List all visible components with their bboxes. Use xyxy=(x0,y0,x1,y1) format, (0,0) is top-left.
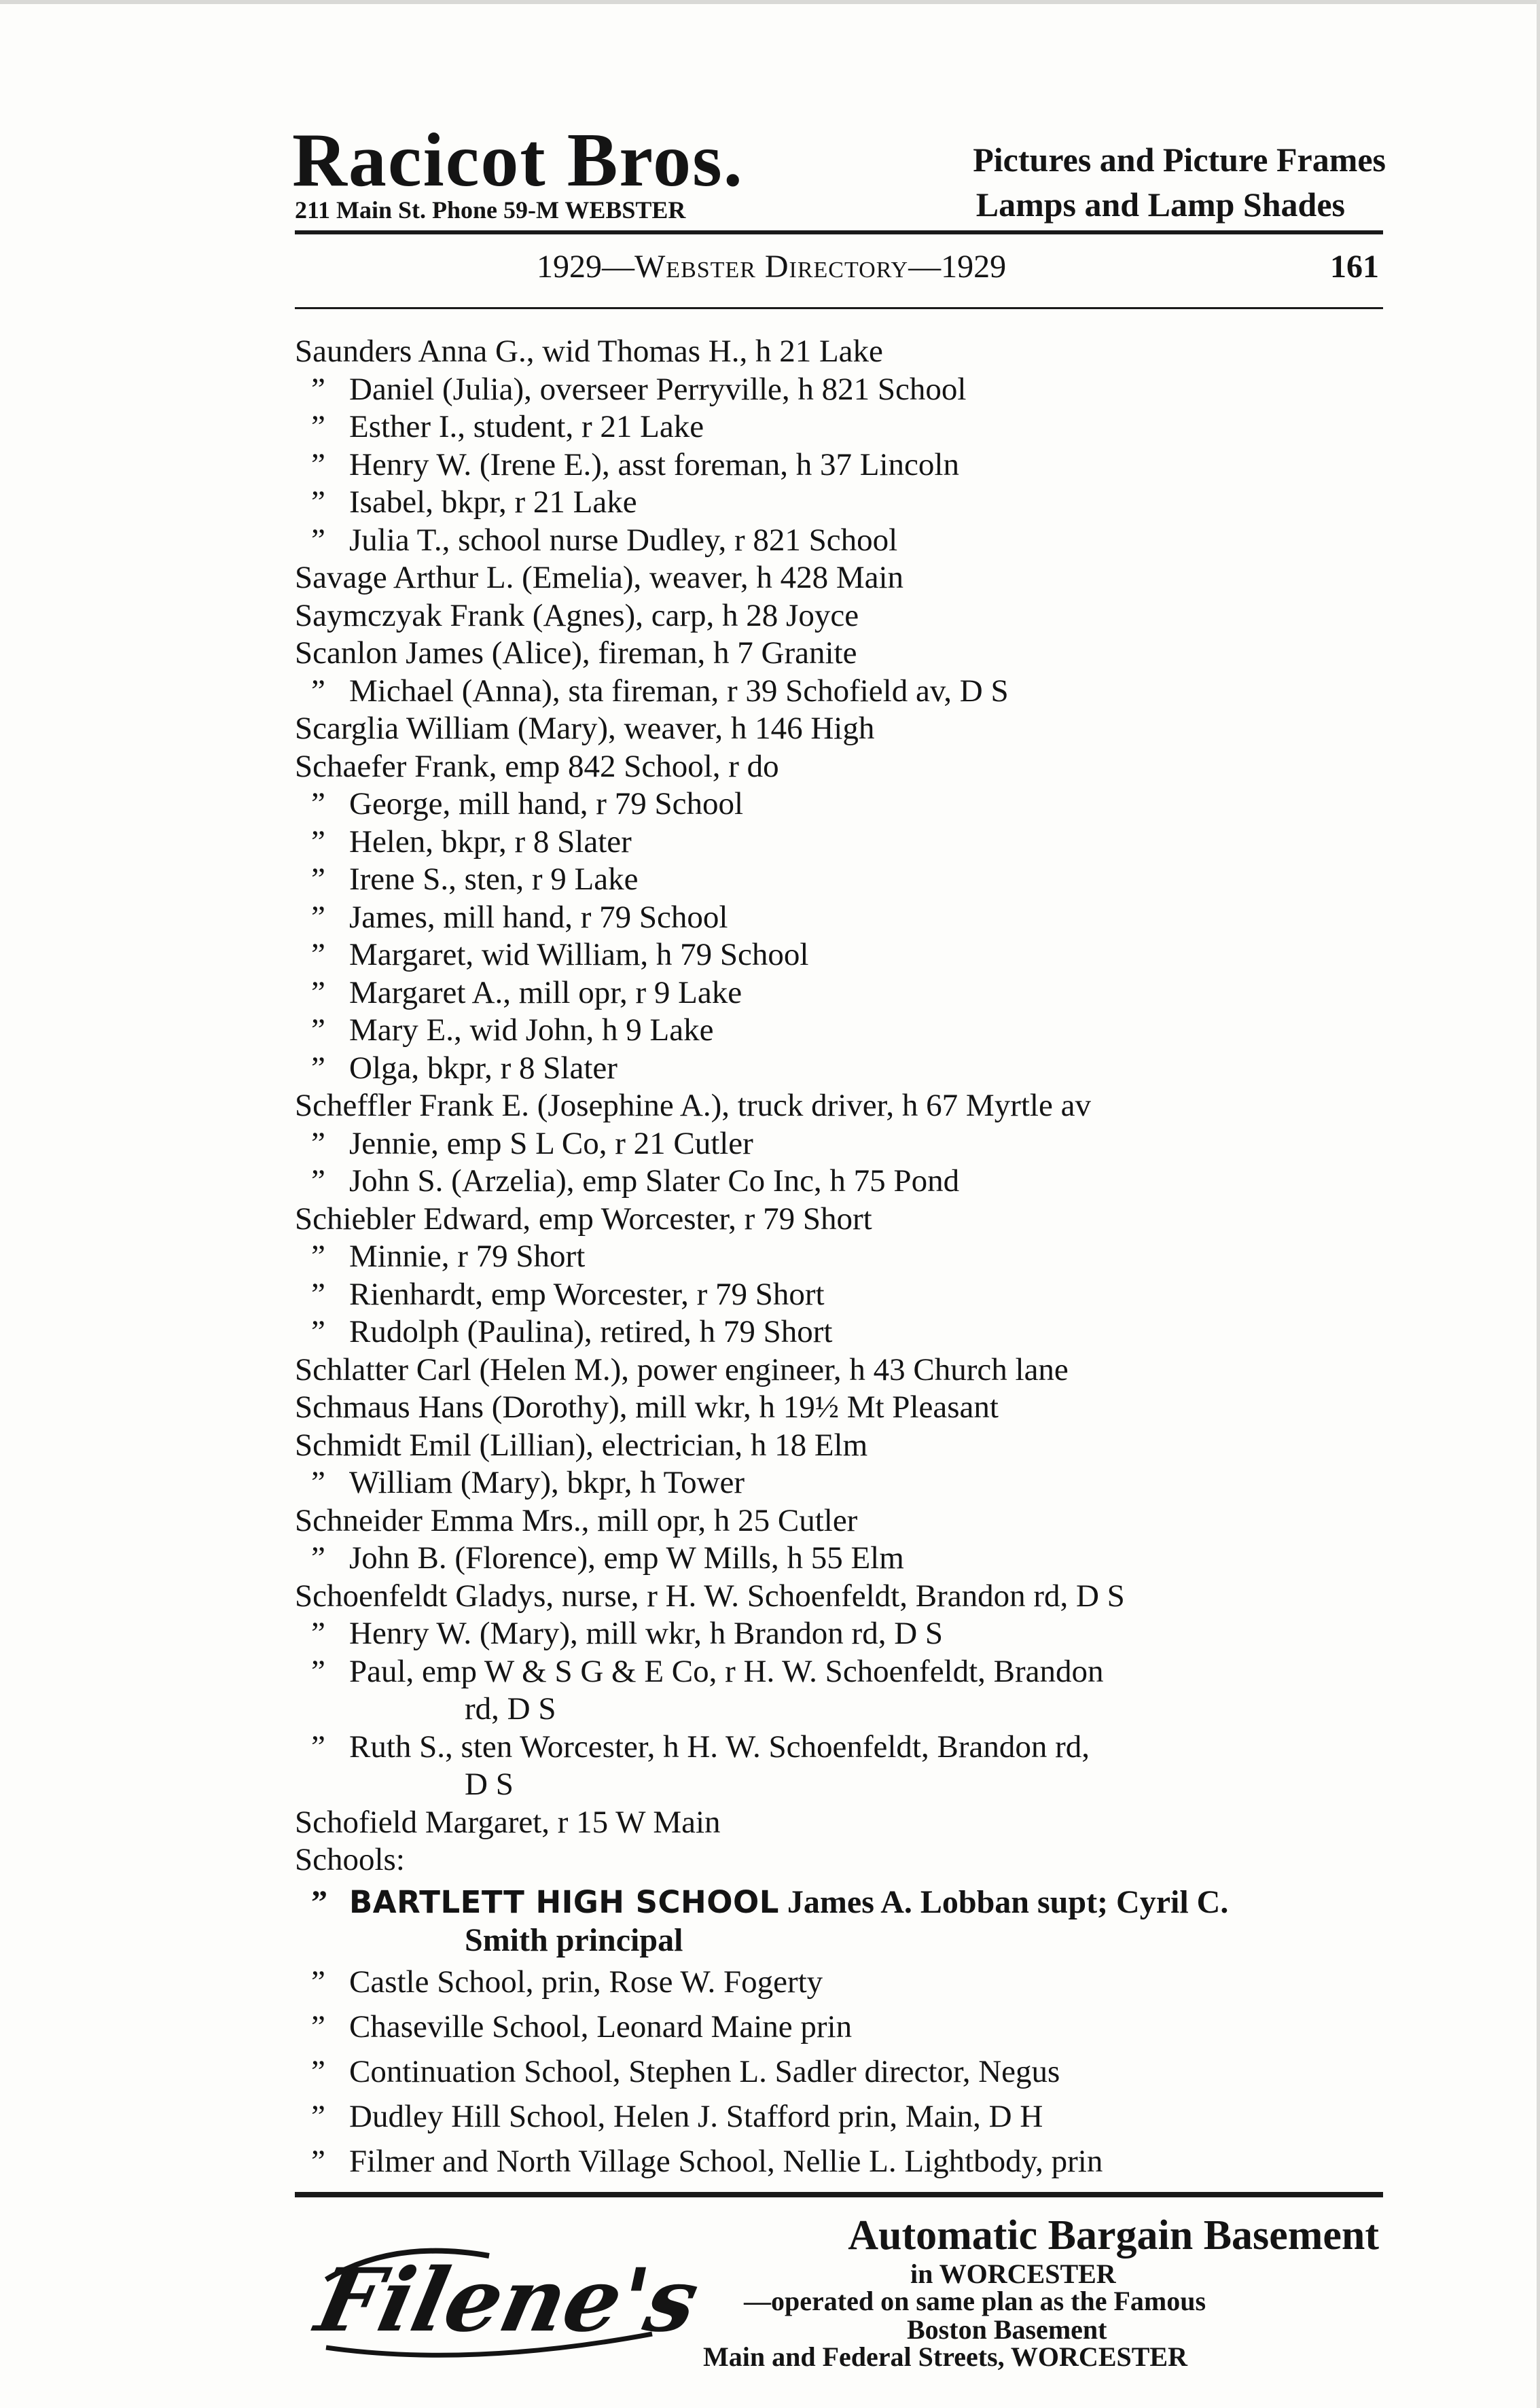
directory-entry: ” Irene S., sten, r 9 Lake xyxy=(295,861,1389,899)
bottom-advertisement xyxy=(299,2205,1386,2388)
directory-entry: ” Castle School, prin, Rose W. Fogerty xyxy=(295,1960,1389,2004)
directory-entry: Schoenfeldt Gladys, nurse, r H. W. Schoenfeldt, Brandon rd, D S xyxy=(295,1578,1125,1614)
ditto-mark: ” xyxy=(311,1276,325,1312)
ditto-mark: ” xyxy=(311,1163,325,1199)
directory-entry: Schmidt Emil (Lillian), electrician, h 18 Elm xyxy=(295,1427,868,1463)
directory-entry: ” Rudolph (Paulina), retired, h 79 Short xyxy=(295,1313,1389,1351)
header-year-left: 1929— xyxy=(537,249,634,285)
filenes-logo xyxy=(308,2232,708,2368)
ad-line-3: Boston Basement xyxy=(907,2314,1107,2345)
ad-line-4: Main and Federal Streets, WORCESTER xyxy=(703,2341,1187,2372)
directory-entry: ” Filmer and North Village School, Nellie L. Lightbody, prin xyxy=(295,2139,1389,2184)
directory-entry: Scarglia William (Mary), weaver, h 146 High xyxy=(295,711,875,746)
page-number: 161 xyxy=(1330,249,1379,285)
directory-entry: ” Margaret A., mill opr, r 9 Lake xyxy=(295,974,1389,1012)
ditto-mark: ” xyxy=(311,1012,325,1048)
directory-entry: ” Esther I., student, r 21 Lake xyxy=(295,408,1389,446)
ad-address: 211 Main St. Phone 59-M WEBSTER xyxy=(295,196,686,224)
ad-line-1: in WORCESTER xyxy=(910,2259,1116,2289)
header-title: Webster Directory xyxy=(634,249,909,285)
directory-entry: ” Jennie, emp S L Co, r 21 Cutler xyxy=(295,1125,1389,1163)
ad-tagline-1: Pictures and Picture Frames xyxy=(973,141,1386,179)
directory-entry: Schofield Margaret, r 15 W Main xyxy=(295,1804,721,1840)
ditto-mark: ” xyxy=(311,824,325,860)
directory-entry: ” George, mill hand, r 79 School xyxy=(295,785,1389,824)
directory-entry: ” Continuation School, Stephen L. Sadler director, Negus xyxy=(295,2049,1389,2094)
school-name-caps: BARTLETT HIGH SCHOOL xyxy=(349,1883,779,1920)
ditto-mark: ” xyxy=(311,446,325,482)
page-edge xyxy=(0,0,1540,4)
ditto-mark: ” xyxy=(311,522,325,558)
directory-entry: Schools: xyxy=(295,1842,405,1877)
directory-entry: Schlatter Carl (Helen M.), power engineer, h 43 Church lane xyxy=(295,1351,1069,1387)
directory-entry: Saymczyak Frank (Agnes), carp, h 28 Joyce xyxy=(295,597,859,633)
header-rule-top xyxy=(295,230,1383,234)
ditto-mark: ” xyxy=(311,1314,325,1349)
directory-entry: Schaefer Frank, emp 842 School, r do xyxy=(295,748,779,784)
ditto-mark: ” xyxy=(311,1125,325,1161)
ditto-mark: ” xyxy=(311,1050,325,1086)
directory-entry: Schmaus Hans (Dorothy), mill wkr, h 19½ Mt Pleasant xyxy=(295,1389,999,1425)
ditto-mark: ” xyxy=(311,899,325,935)
ditto-mark: ” xyxy=(311,1964,325,2000)
ditto-mark: ” xyxy=(311,974,325,1010)
ad-brand-name: Racicot Bros. xyxy=(292,118,744,202)
directory-entry: ” John S. (Arzelia), emp Slater Co Inc, h 75 Pond xyxy=(295,1163,1389,1201)
footer-rule xyxy=(295,2192,1383,2197)
ditto-mark: ” xyxy=(311,786,325,821)
ditto-mark: ” xyxy=(311,1653,325,1689)
directory-entry: ” William (Mary), bkpr, h Tower xyxy=(295,1464,1389,1502)
ad-line-2: —operated on same plan as the Famous xyxy=(744,2286,1206,2316)
directory-listing xyxy=(295,333,1389,2184)
ditto-mark: ” xyxy=(311,1239,325,1274)
ditto-mark: ” xyxy=(311,2008,325,2044)
directory-entry: Savage Arthur L. (Emelia), weaver, h 428 Main xyxy=(295,560,904,595)
directory-entry: Schneider Emma Mrs., mill opr, h 25 Cutler xyxy=(295,1502,858,1538)
ditto-mark: ” xyxy=(311,2143,325,2179)
directory-entry: ” Isabel, bkpr, r 21 Lake xyxy=(295,484,1389,522)
ditto-mark: ” xyxy=(311,2053,325,2089)
entry-continuation: rd, D S xyxy=(465,1691,556,1727)
directory-entry: ” Henry W. (Irene E.), asst foreman, h 37 Lincoln xyxy=(295,446,1389,484)
directory-entry: ” Minnie, r 79 Short xyxy=(295,1238,1389,1276)
running-header xyxy=(537,248,1006,285)
ditto-mark: ” xyxy=(311,1465,325,1500)
entry-continuation: Smith principal xyxy=(465,1922,683,1958)
ditto-mark: ” xyxy=(311,1616,325,1651)
directory-entry: ” Margaret, wid William, h 79 School xyxy=(295,936,1389,974)
directory-entry: ” Henry W. (Mary), mill wkr, h Brandon rd, D S xyxy=(295,1615,1389,1653)
ad-headline: Automatic Bargain Basement xyxy=(848,2212,1379,2259)
page-edge xyxy=(1537,0,1540,2408)
directory-entry: Scheffler Frank E. (Josephine A.), truck driver, h 67 Myrtle av xyxy=(295,1088,1091,1123)
ditto-mark: ” xyxy=(311,484,325,520)
directory-entry: ” Daniel (Julia), overseer Perryville, h 821 School xyxy=(295,371,1389,409)
directory-entry: Schiebler Edward, emp Worcester, r 79 Short xyxy=(295,1201,872,1237)
ditto-mark: ” xyxy=(311,937,325,972)
directory-entry: ” Rienhardt, emp Worcester, r 79 Short xyxy=(295,1276,1389,1314)
directory-entry: ” Julia T., school nurse Dudley, r 821 School xyxy=(295,522,1389,560)
entry-continuation: D S xyxy=(465,1767,514,1802)
directory-entry: ” Olga, bkpr, r 8 Slater xyxy=(295,1050,1389,1088)
directory-entry: ” Michael (Anna), sta fireman, r 39 Schofield av, D S xyxy=(295,673,1389,711)
ditto-mark: ” xyxy=(311,2098,325,2134)
directory-entry: Scanlon James (Alice), fireman, h 7 Granite xyxy=(295,635,857,671)
ditto-mark: ” xyxy=(311,1729,325,1765)
directory-entry: ” Helen, bkpr, r 8 Slater xyxy=(295,824,1389,862)
ditto-mark: ” xyxy=(311,862,325,897)
directory-entry: Saunders Anna G., wid Thomas H., h 21 Lake xyxy=(295,334,883,369)
directory-entry: ” Paul, emp W & S G & E Co, r H. W. Schoenfeldt, Brandon rd, D S xyxy=(295,1653,1389,1729)
ditto-mark: ” xyxy=(311,371,325,407)
directory-entry: ” Mary E., wid John, h 9 Lake xyxy=(295,1012,1389,1050)
directory-entry: ” John B. (Florence), emp W Mills, h 55 Elm xyxy=(295,1540,1389,1578)
ditto-mark: ” xyxy=(311,1540,325,1576)
header-rule-bottom xyxy=(295,307,1383,309)
ditto-mark: ” xyxy=(311,1883,327,1920)
logo-script-text: Filene's xyxy=(308,2248,708,2352)
directory-entry: ” Dudley Hill School, Helen J. Stafford prin, Main, D H xyxy=(295,2094,1389,2139)
header-year-right: —1929 xyxy=(908,249,1007,285)
ditto-mark: ” xyxy=(311,673,325,709)
directory-entry: ” Chaseville School, Leonard Maine prin xyxy=(295,2004,1389,2049)
directory-entry-featured: ” BARTLETT HIGH SCHOOL James A. Lobban supt; Cyril C. Smith principal xyxy=(295,1883,1389,1960)
ditto-mark: ” xyxy=(311,409,325,444)
directory-entry: ” Ruth S., sten Worcester, h H. W. Schoenfeldt, Brandon rd, D S xyxy=(295,1729,1389,1804)
directory-entry: ” James, mill hand, r 79 School xyxy=(295,899,1389,937)
top-advertisement xyxy=(292,118,1386,228)
ad-tagline-2: Lamps and Lamp Shades xyxy=(975,185,1345,224)
